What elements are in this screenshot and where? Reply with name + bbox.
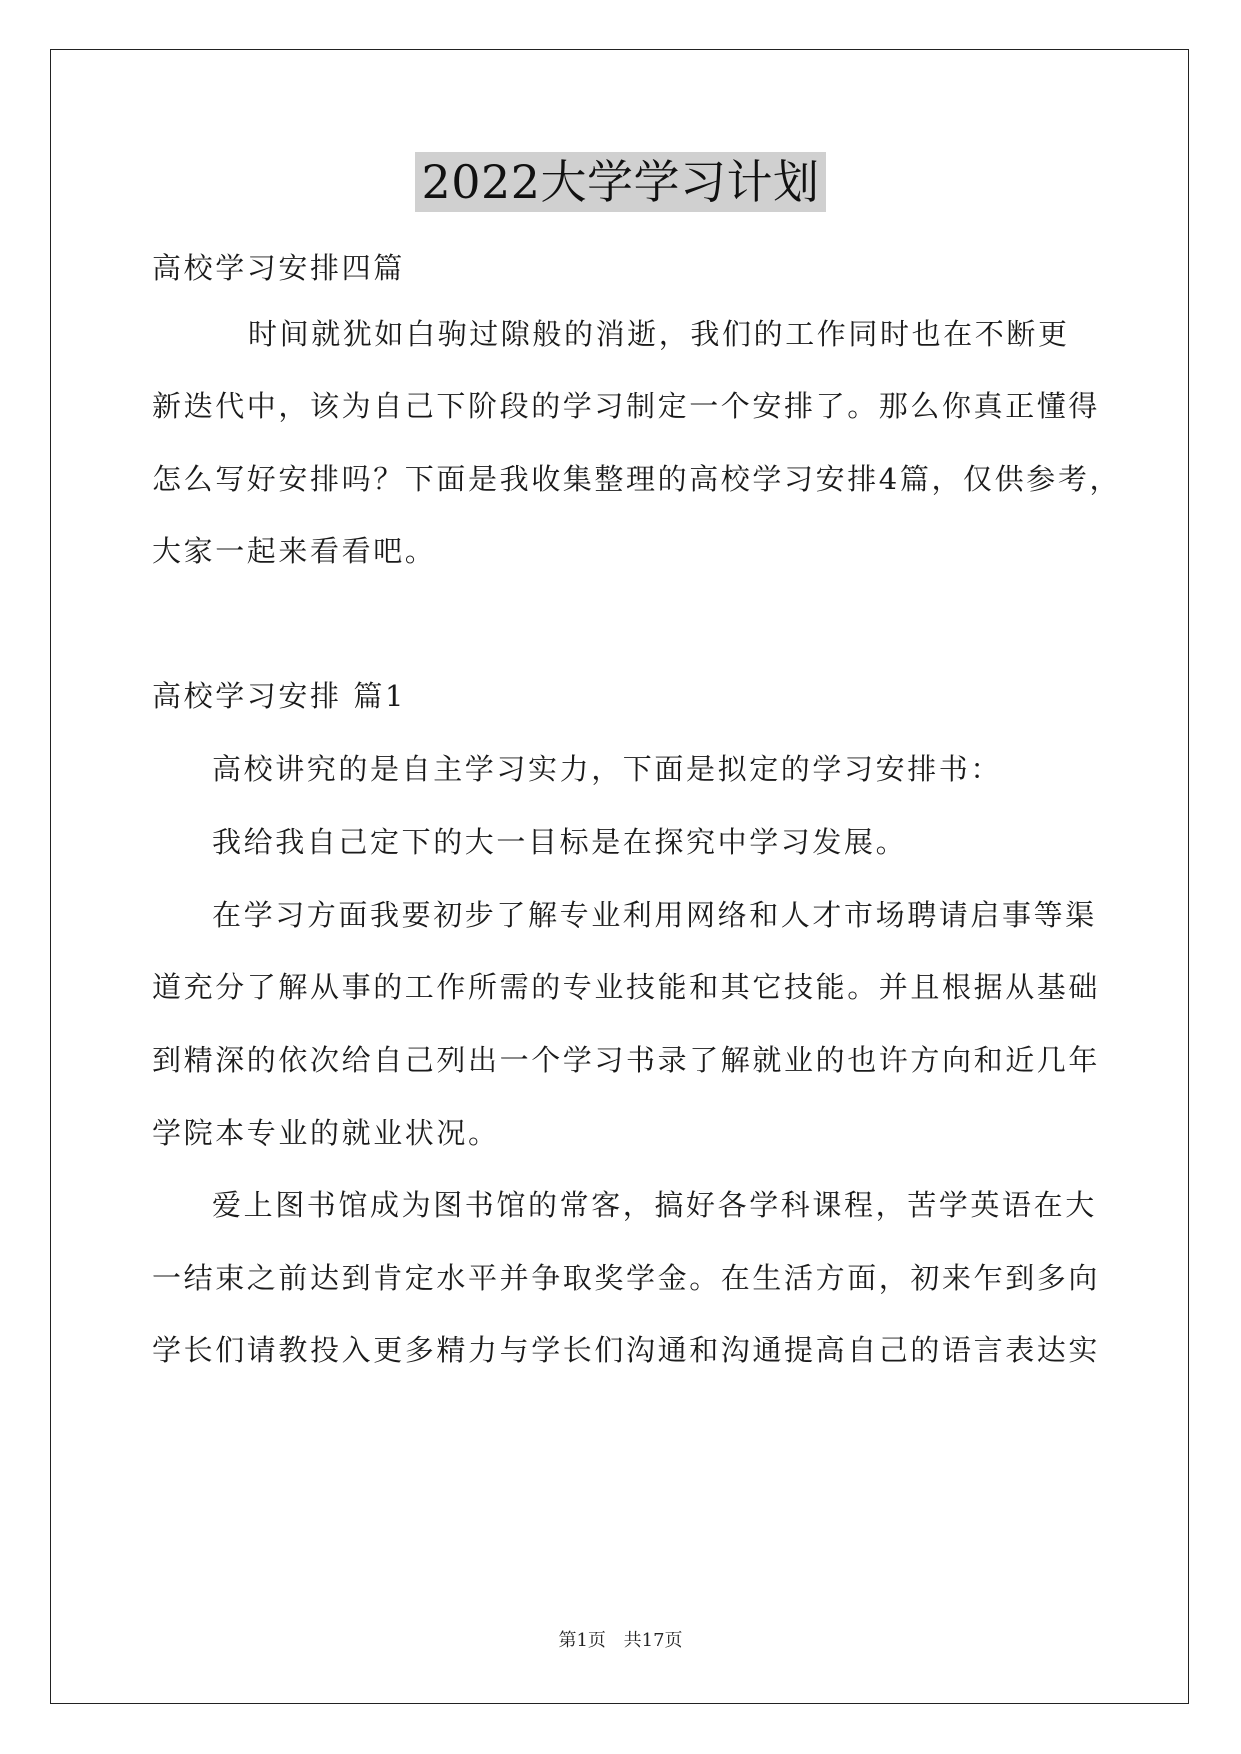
current-page-number: 第1页 xyxy=(558,1630,606,1651)
body-line: 高校讲究的是自主学习实力，下面是拟定的学习安排书： xyxy=(212,752,1003,786)
body-line: 我给我自己定下的大一目标是在探究中学习发展。 xyxy=(212,825,908,859)
body-line: 道充分了解从事的工作所需的专业技能和其它技能。并且根据从基础 xyxy=(152,970,1101,1004)
intro-line: 大家一起来看看吧。 xyxy=(152,534,437,568)
page-footer xyxy=(0,1626,1241,1652)
section-heading: 高校学习安排 篇1 xyxy=(152,679,407,713)
body-line: 学院本专业的就业状况。 xyxy=(152,1116,500,1150)
document-subtitle: 高校学习安排四篇 xyxy=(152,251,405,285)
body-line: 爱上图书馆成为图书馆的常客，搞好各学科课程，苦学英语在大 xyxy=(212,1188,1097,1222)
title-container xyxy=(0,152,1241,212)
body-line: 学长们请教投入更多精力与学长们沟通和沟通提高自己的语言表达实 xyxy=(152,1333,1101,1367)
body-line: 在学习方面我要初步了解专业利用网络和人才市场聘请启事等渠 xyxy=(212,898,1097,932)
intro-line: 新迭代中，该为自己下阶段的学习制定一个安排了。那么你真正懂得 xyxy=(152,389,1101,423)
intro-line: 怎么写好安排吗？下面是我收集整理的高校学习安排4篇，仅供参考， xyxy=(152,462,1122,496)
body-line: 一结束之前达到肯定水平并争取奖学金。在生活方面，初来乍到多向 xyxy=(152,1261,1101,1295)
intro-line: 时间就犹如白驹过隙般的消逝，我们的工作同时也在不断更 xyxy=(248,317,1070,351)
document-title: 2022大学学习计划 xyxy=(415,152,825,212)
total-pages: 共17页 xyxy=(623,1630,683,1651)
page-border xyxy=(50,49,1189,1704)
body-line: 到精深的依次给自己列出一个学习书录了解就业的也许方向和近几年 xyxy=(152,1043,1101,1077)
